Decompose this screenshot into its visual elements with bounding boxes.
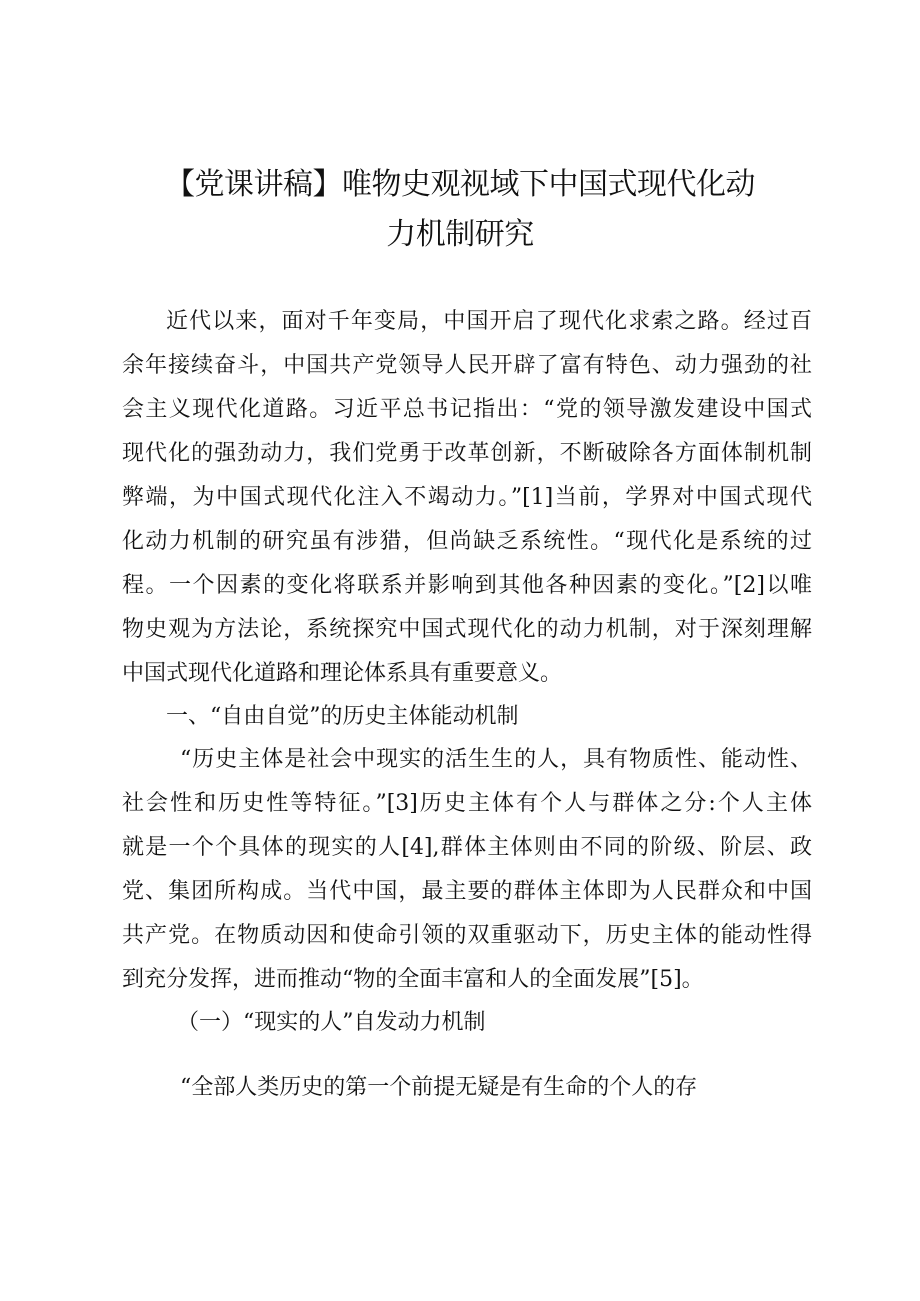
section-heading: 一、“自由自觉”的历史主体能动机制 [166, 704, 519, 729]
paragraph-line: 余年接续奋斗，中国共产党领导人民开辟了富有特色、动力强劲的社 [122, 353, 812, 378]
paragraph-line: 弊端，为中国式现代化注入不竭动力。”[1]当前，学界对中国式现代 [122, 485, 812, 510]
paragraph-line: 近代以来，面对千年变局，中国开启了现代化求索之路。经过百 [166, 309, 812, 334]
paragraph-line: 化动力机制的研究虽有涉猎，但尚缺乏系统性。“现代化是系统的过 [122, 529, 812, 554]
paragraph-line: 共产党。在物质动因和使命引领的双重驱动下，历史主体的能动性得 [122, 923, 812, 948]
paragraph-line: 现代化的强劲动力，我们党勇于改革创新，不断破除各方面体制机制 [122, 441, 812, 466]
paragraph-line: 中国式现代化道路和理论体系具有重要意义。 [122, 661, 563, 686]
paragraph-line: 就是一个个具体的现实的人[4],群体主体则由不同的阶级、阶层、政 [122, 835, 812, 860]
paragraph-line: 社会性和历史性等特征。”[3]历史主体有个人与群体之分:个人主体 [122, 791, 812, 816]
paragraph-line: “历史主体是社会中现实的活生生的人，具有物质性、能动性、 [180, 747, 812, 772]
paragraph-line: “全部人类历史的第一个前提无疑是有生命的个人的存 [180, 1075, 698, 1100]
paragraph-line: 到充分发挥，进而推动“物的全面丰富和人的全面发展”[5]。 [122, 967, 704, 992]
document-title [120, 160, 800, 260]
paragraph-line: 程。一个因素的变化将联系并影响到其他各种因素的变化。”[2]以唯 [122, 573, 812, 598]
paragraph-line: 物史观为方法论，系统探究中国式现代化的动力机制，对于深刻理解 [122, 617, 812, 642]
title-line-2: 力机制研究 [386, 217, 534, 252]
title-line-1: 【党课讲稿】唯物史观视域下中国式现代化动 [165, 167, 755, 202]
paragraph-line: 党、集团所构成。当代中国，最主要的群体主体即为人民群众和中国 [122, 879, 812, 904]
subsection-heading: （一）“现实的人”自发动力机制 [177, 1010, 486, 1035]
paragraph-line: 会主义现代化道路。习近平总书记指出：“党的领导激发建设中国式 [122, 397, 812, 422]
